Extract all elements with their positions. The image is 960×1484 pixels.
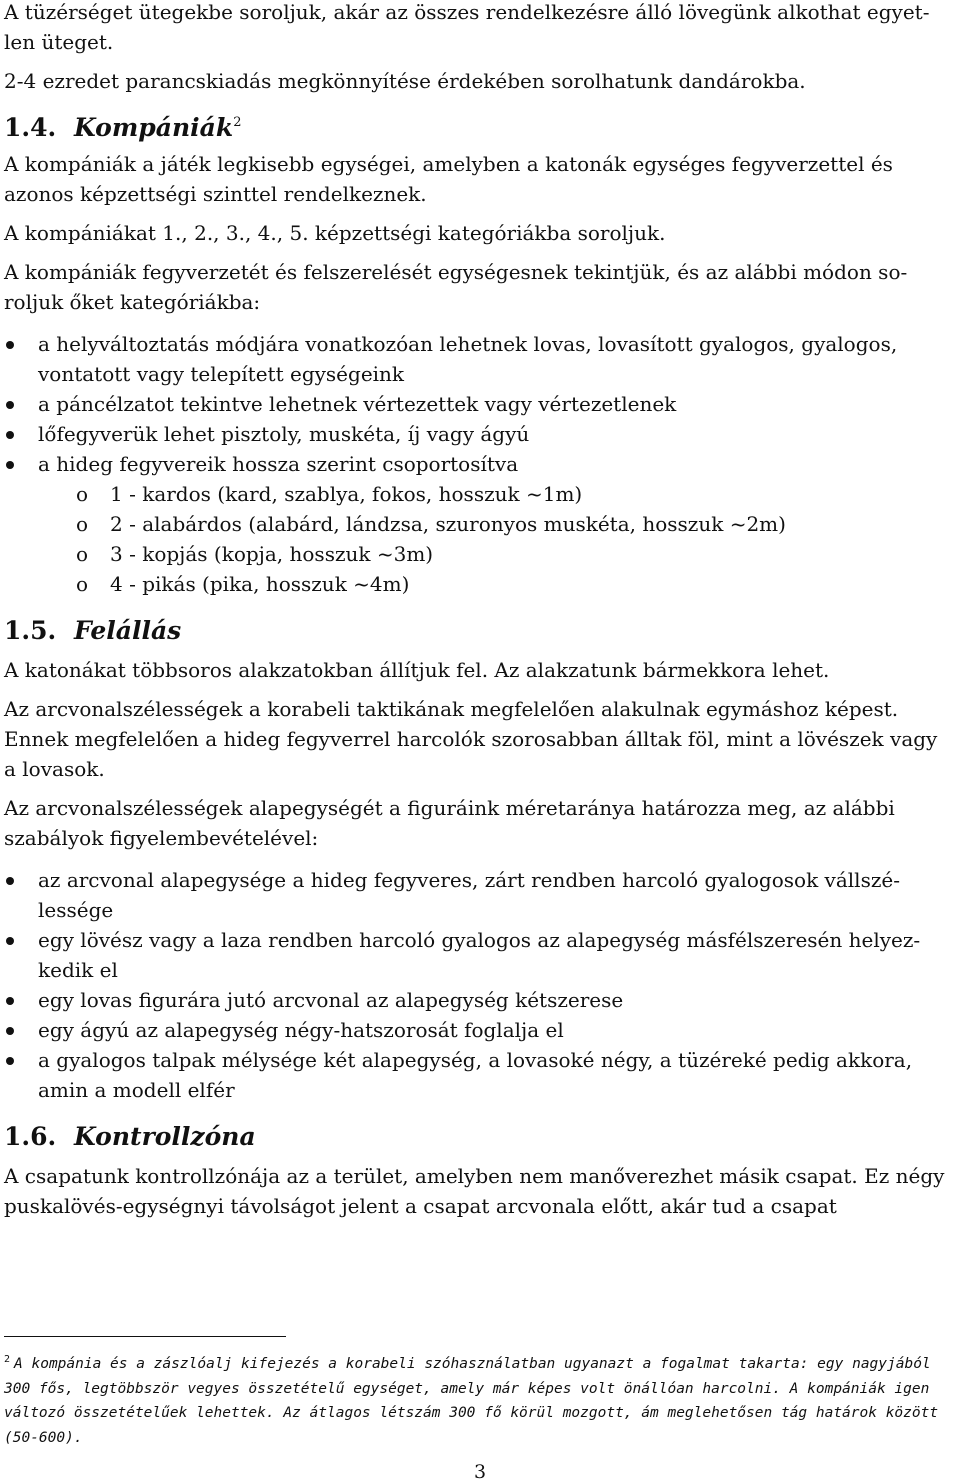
- list-item: a gyalogos talpak mélysége két alapegység, a lovasoké négy, a tüzéreké pedig akkora, amin a modell elfér: [4, 1045, 948, 1105]
- footnote: [4, 1348, 956, 1450]
- section-heading-felallas: [4, 611, 948, 651]
- kompaniak-paragraph-1: A kompániák a játék legkisebb egységei, amelyben a katonák egységes fegyverzettel és azonos képzettségi szinttel rendelkeznek.: [4, 152, 893, 206]
- section-number: 1.4.: [4, 113, 57, 142]
- sublist-marker: o: [76, 512, 89, 536]
- bullet-icon: [6, 341, 14, 349]
- list-item: egy ágyú az alapegység négy-hatszorosát foglalja el: [4, 1015, 948, 1045]
- bullet-icon: [6, 401, 14, 409]
- intro-paragraph-1: A tüzérséget ütegekbe soroljuk, akár az összes rendelkezésre álló lövegünk alkothat egyet-len üteget.: [4, 0, 930, 54]
- bullet-icon: [6, 461, 14, 469]
- section-heading-kontrollzona: [4, 1117, 948, 1157]
- list-item: lőfegyverük lehet pisztoly, muskéta, íj vagy ágyú: [4, 419, 948, 449]
- weapon-length-sublist: [4, 479, 948, 599]
- felallas-paragraph-1: A katonákat többsoros alakzatokban állítjuk fel. Az alakzatunk bármekkora lehet.: [4, 658, 830, 682]
- felallas-paragraph-2: Az arcvonalszélességek a korabeli taktikának megfelelően alakulnak egymáshoz képest. Ennek megfelelően a hideg fegyverrel harcolók szorosabban álltak föl, mint a lövészek vagy a lovasok.: [4, 697, 938, 781]
- category-list: [4, 329, 948, 479]
- section-number: 1.5.: [4, 616, 57, 645]
- sublist-marker: o: [76, 572, 89, 596]
- section-heading-kompaniak: [4, 103, 948, 148]
- section-title: Felállás: [74, 616, 182, 645]
- list-item: egy lövész vagy a laza rendben harcoló gyalogos az alapegység másfélszeresén helyez-kedik el: [4, 925, 948, 985]
- section-title: Kompániák: [74, 113, 234, 142]
- sublist-marker: o: [76, 482, 89, 506]
- intro-paragraph-2: 2-4 ezredet parancskiadás megkönnyítése érdekében sorolhatunk dandárokba.: [4, 69, 806, 93]
- footnote-text: A kompánia és a zászlóalj kifejezés a korabeli szóhasználatban ugyanazt a fogalmat takarta: egy nagyjából 300 fős, legtöbbször vegyes összetételű egységet, amely már képes volt önállóan harcolni. A kompániák igen változó összetételűek lehettek. Az átlagos létszám 300 fő körül mozgott, ám meglehetősen tág határok között (50-600).: [4, 1356, 939, 1446]
- kompaniak-paragraph-3: A kompániák fegyverzetét és felszerelését egységesnek tekintjük, és az alábbi módon so-roljuk őket kategóriákba:: [4, 260, 908, 314]
- frontage-rules-list: [4, 865, 948, 1105]
- list-item: egy lovas figurára jutó arcvonal az alapegység kétszerese: [4, 985, 948, 1015]
- bullet-icon: [6, 431, 14, 439]
- section-number: 1.6.: [4, 1122, 57, 1151]
- sublist-item: o 3 - kopjás (kopja, hosszuk ~3m): [4, 539, 948, 569]
- list-item: a páncélzatot tekintve lehetnek vértezettek vagy vértezetlenek: [4, 389, 948, 419]
- kontrollzona-paragraph-1: A csapatunk kontrollzónája az a terület, amelyben nem manőverezhet másik csapat. Ez négy puskalövés-egységnyi távolságot jelent a csapat arcvonala előtt, akár tud a csapat: [4, 1164, 945, 1218]
- section-title: Kontrollzóna: [74, 1122, 256, 1151]
- sublist-item: o 1 - kardos (kard, szablya, fokos, hosszuk ~1m): [4, 479, 948, 509]
- sublist-marker: o: [76, 542, 89, 566]
- felallas-paragraph-3: Az arcvonalszélességek alapegységét a figuráink méretaránya határozza meg, az alábbi szabályok figyelembevételével:: [4, 796, 895, 850]
- footnote-number: 2: [4, 1354, 11, 1365]
- list-item: az arcvonal alapegysége a hideg fegyveres, zárt rendben harcoló gyalogosok vállszé-lessége: [4, 865, 948, 925]
- bullet-icon: [6, 1027, 14, 1035]
- bullet-icon: [6, 877, 14, 885]
- list-item: a helyváltoztatás módjára vonatkozóan lehetnek lovas, lovasított gyalogos, gyalogos, vontatott vagy telepített egységeink: [4, 329, 948, 389]
- kompaniak-paragraph-2: A kompániákat 1., 2., 3., 4., 5. képzettségi kategóriákba soroljuk.: [4, 221, 666, 245]
- list-item: a hideg fegyvereik hossza szerint csoportosítva: [4, 449, 948, 479]
- document-body: [4, 0, 948, 1221]
- bullet-icon: [6, 937, 14, 945]
- bullet-icon: [6, 1057, 14, 1065]
- sublist-item: o 2 - alabárdos (alabárd, lándzsa, szuronyos muskéta, hosszuk ~2m): [4, 509, 948, 539]
- footnote-reference: 2: [233, 115, 242, 130]
- page-number: 3: [473, 1461, 487, 1483]
- sublist-item: o 4 - pikás (pika, hosszuk ~4m): [4, 569, 948, 599]
- footnote-divider: [4, 1336, 286, 1337]
- bullet-icon: [6, 997, 14, 1005]
